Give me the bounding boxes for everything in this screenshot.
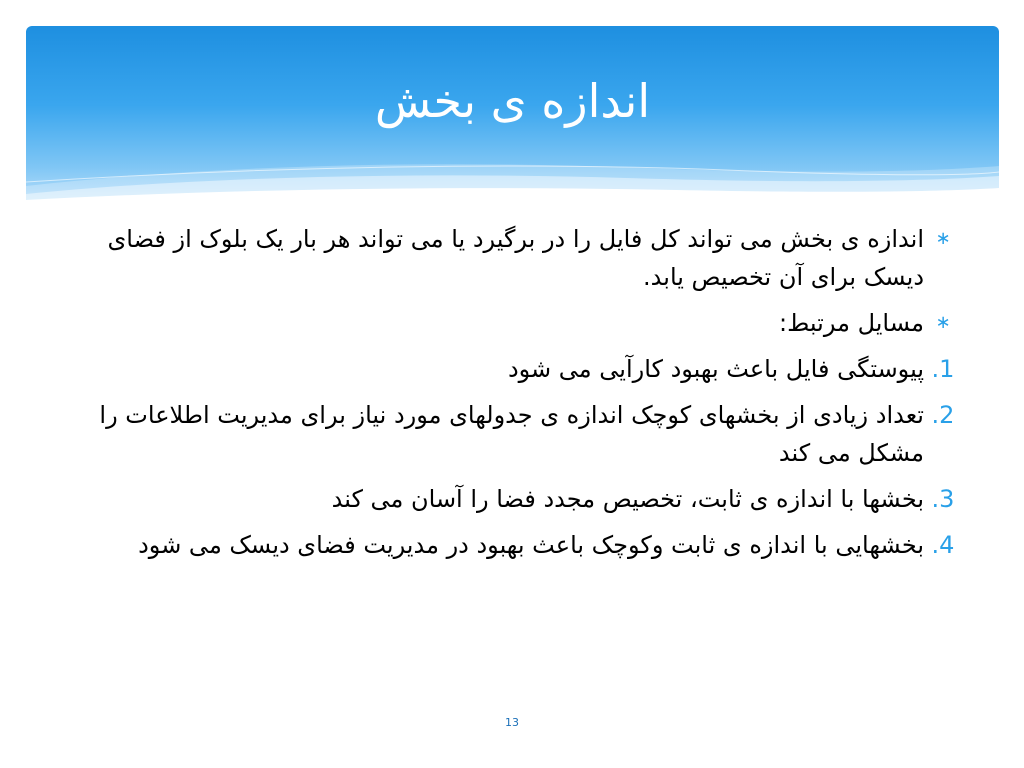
numbered-text: بخشهایی با اندازه ی ثابت وکوچک باعث بهبود در مدیریت فضای دیسک می شود: [138, 531, 924, 559]
numbered-text: پیوستگی فایل باعث بهبود کارآیی می شود: [507, 355, 924, 383]
bullet-item: [82, 304, 962, 342]
title-band: [26, 26, 999, 202]
slide-body: [82, 220, 962, 572]
numbered-text: تعداد زیادی از بخشهای کوچک اندازه ی جدولهای مورد نیاز برای مدیریت اطلاعات را مشکل می کند: [99, 401, 924, 467]
bullet-marker-icon: ∗: [935, 228, 951, 249]
number-marker: 2.: [931, 401, 955, 429]
bullet-text: مسایل مرتبط:: [779, 309, 924, 337]
bullet-text: اندازه ی بخش می تواند کل فایل را در برگیرد یا می تواند هر بار یک بلوک از فضای دیسک برای آن تخصیص یابد.: [107, 225, 924, 291]
numbered-text: بخشها با اندازه ی ثابت، تخصیص مجدد فضا را آسان می کند: [331, 485, 924, 513]
page-number: 13: [505, 716, 519, 729]
number-marker: 4.: [931, 531, 955, 559]
number-marker: 3.: [931, 485, 955, 513]
numbered-item: [82, 396, 962, 472]
numbered-item: [82, 480, 962, 518]
bullet-item: [82, 220, 962, 296]
numbered-item: [82, 526, 962, 564]
bullet-marker-icon: ∗: [935, 312, 951, 333]
numbered-item: [82, 350, 962, 388]
slide-title: اندازه ی بخش: [374, 74, 651, 128]
number-marker: 1.: [931, 355, 955, 383]
